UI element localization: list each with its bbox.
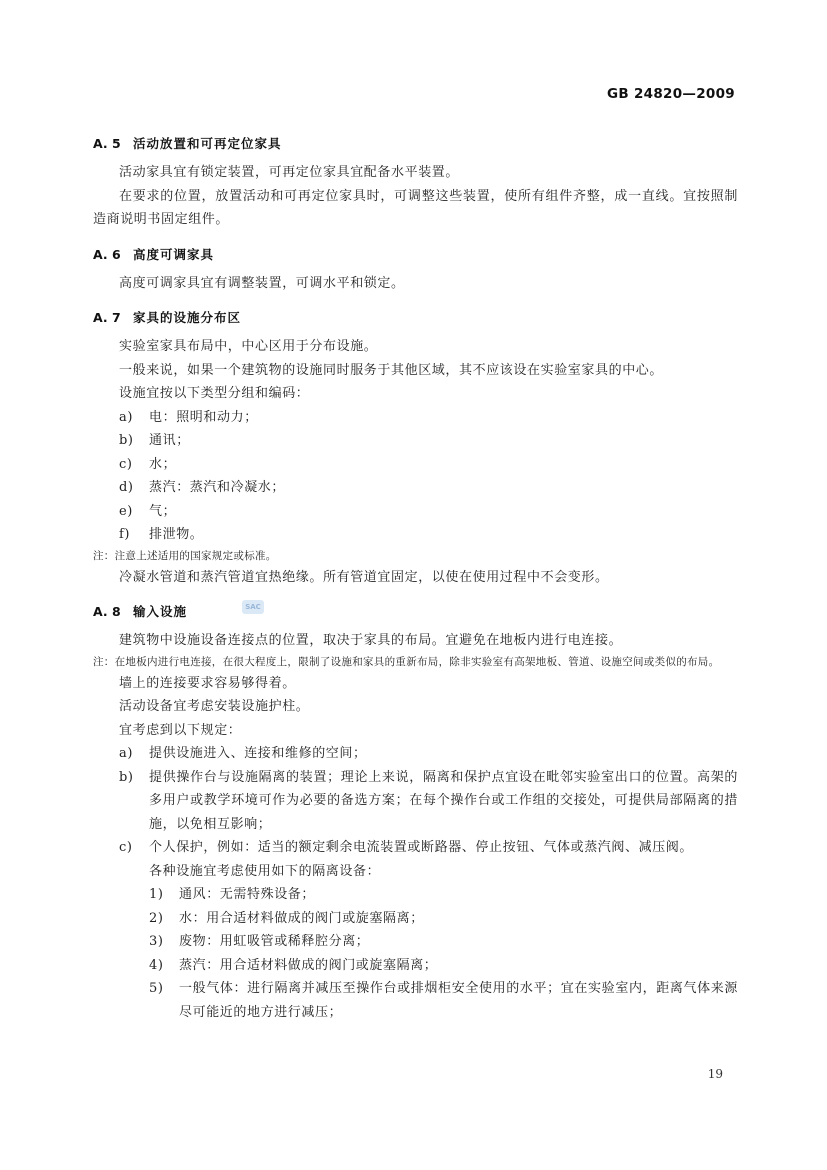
list-item bbox=[93, 500, 738, 524]
list-item bbox=[93, 766, 738, 837]
section-title: 输入设施 bbox=[133, 604, 188, 619]
note: 注：注意上述适用的国家规定或标准。 bbox=[93, 549, 277, 562]
list-text: 蒸汽：用合适材料做成的阀门或旋塞隔离； bbox=[179, 957, 438, 973]
list-marker: e) bbox=[119, 503, 133, 519]
list-marker: b) bbox=[119, 769, 134, 785]
list-item bbox=[93, 429, 738, 453]
list-marker: 1) bbox=[149, 887, 164, 902]
section-heading-a7 bbox=[93, 308, 738, 326]
note: 注：在地板内进行电连接，在很大程度上，限制了设施和家具的重新布局，除非实验室有高架地板、管道、设施空间或类似的布局。 bbox=[93, 655, 720, 668]
list-marker: a) bbox=[119, 409, 134, 425]
paragraph: 活动家具宜有锁定装置，可再定位家具宜配备水平装置。 bbox=[119, 165, 460, 180]
section-title: 活动放置和可再定位家具 bbox=[133, 136, 282, 151]
sub-list-item bbox=[93, 930, 738, 954]
list-marker: b) bbox=[119, 433, 134, 448]
sub-list-item bbox=[93, 954, 738, 978]
list-item bbox=[93, 523, 738, 547]
list-text: 提供设施进入、连接和维修的空间； bbox=[149, 746, 367, 761]
paragraph: 建筑物中设施设备连接点的位置，取决于家具的布局。宜避免在地板内进行电连接。 bbox=[119, 633, 623, 648]
list-text: 一般气体：进行隔离并减压至操作台或排烟柜安全使用的水平；宜在实验室内，距离气体来源尽可能近的地方进行减压； bbox=[179, 981, 738, 1020]
sub-list-item bbox=[93, 907, 738, 931]
standard-code: GB 24820—2009 bbox=[606, 86, 735, 102]
paragraph: 活动设备宜考虑安装设施护柱。 bbox=[119, 699, 310, 714]
section-heading-a6 bbox=[93, 245, 738, 263]
list-text: 通讯； bbox=[149, 433, 190, 448]
list-text: 个人保护，例如：适当的额定剩余电流装置或断路器、停止按钮、气体或蒸汽阀、减压阀。 bbox=[149, 840, 694, 855]
list-item bbox=[93, 836, 738, 860]
list-text: 电：照明和动力； bbox=[149, 409, 258, 425]
list-item bbox=[93, 453, 738, 477]
list-marker: c) bbox=[119, 840, 133, 855]
watermark-logo: SAC bbox=[242, 600, 264, 614]
section-heading-a8 bbox=[93, 602, 738, 620]
paragraph: 一般来说，如果一个建筑物的设施同时服务于其他区域，其不应该设在实验室家具的中心。 bbox=[119, 362, 664, 378]
section-number: A. 5 bbox=[93, 136, 121, 151]
sub-list-intro: 各种设施宜考虑使用如下的隔离设备： bbox=[149, 863, 381, 879]
paragraph: 冷凝水管道和蒸汽管道宜热绝缘。所有管道宜固定，以使在使用过程中不会变形。 bbox=[119, 569, 609, 585]
list-text: 提供操作台与设施隔离的装置；理论上来说，隔离和保护点宜设在毗邻实验室出口的位置。高架的多用户或教学环境可作为必要的备选方案；在每个操作台或工作组的交接处，可提供局部隔离的措施，以免相互影响； bbox=[149, 769, 738, 832]
paragraph: 宜考虑到以下规定： bbox=[119, 722, 242, 738]
sub-list-item bbox=[93, 883, 738, 907]
list-marker: 3) bbox=[149, 934, 164, 949]
paragraph: 实验室家具布局中，中心区用于分布设施。 bbox=[119, 339, 378, 354]
list-item bbox=[93, 476, 738, 500]
list-text: 水； bbox=[149, 456, 177, 472]
section-number: A. 8 bbox=[93, 604, 121, 619]
list-marker: f) bbox=[119, 527, 131, 542]
list-text: 气； bbox=[149, 503, 177, 519]
sub-list-item bbox=[93, 977, 738, 1024]
list-text: 蒸汽：蒸汽和冷凝水； bbox=[149, 480, 286, 495]
list-marker: a) bbox=[119, 746, 134, 761]
list-text: 通风：无需特殊设备； bbox=[179, 887, 316, 902]
section-title: 家具的设施分布区 bbox=[133, 310, 242, 325]
list-marker: 4) bbox=[149, 957, 164, 973]
list-marker: c) bbox=[119, 456, 133, 472]
paragraph: 在要求的位置，放置活动和可再定位家具时，可调整这些装置，使所有组件齐整，成一直线。宜按照制造商说明书固定组件。 bbox=[93, 188, 738, 227]
page-number: 19 bbox=[707, 1067, 723, 1081]
list-marker: 5) bbox=[149, 981, 164, 996]
section-number: A. 6 bbox=[93, 246, 121, 262]
list-item bbox=[93, 742, 738, 766]
list-text: 排泄物。 bbox=[149, 527, 204, 542]
paragraph: 墙上的连接要求容易够得着。 bbox=[119, 675, 296, 691]
paragraph: 高度可调家具宜有调整装置，可调水平和锁定。 bbox=[119, 275, 405, 291]
list-marker: 2) bbox=[149, 910, 164, 926]
section-title: 高度可调家具 bbox=[133, 246, 215, 262]
document-body bbox=[93, 134, 738, 1024]
section-heading-a5 bbox=[93, 134, 738, 152]
list-item bbox=[93, 406, 738, 430]
section-number: A. 7 bbox=[93, 310, 121, 325]
list-text: 水：用合适材料做成的阀门或旋塞隔离； bbox=[179, 910, 424, 926]
list-marker: d) bbox=[119, 480, 134, 495]
list-text: 废物：用虹吸管或稀释腔分离； bbox=[179, 934, 370, 949]
paragraph: 设施宜按以下类型分组和编码： bbox=[119, 386, 310, 401]
